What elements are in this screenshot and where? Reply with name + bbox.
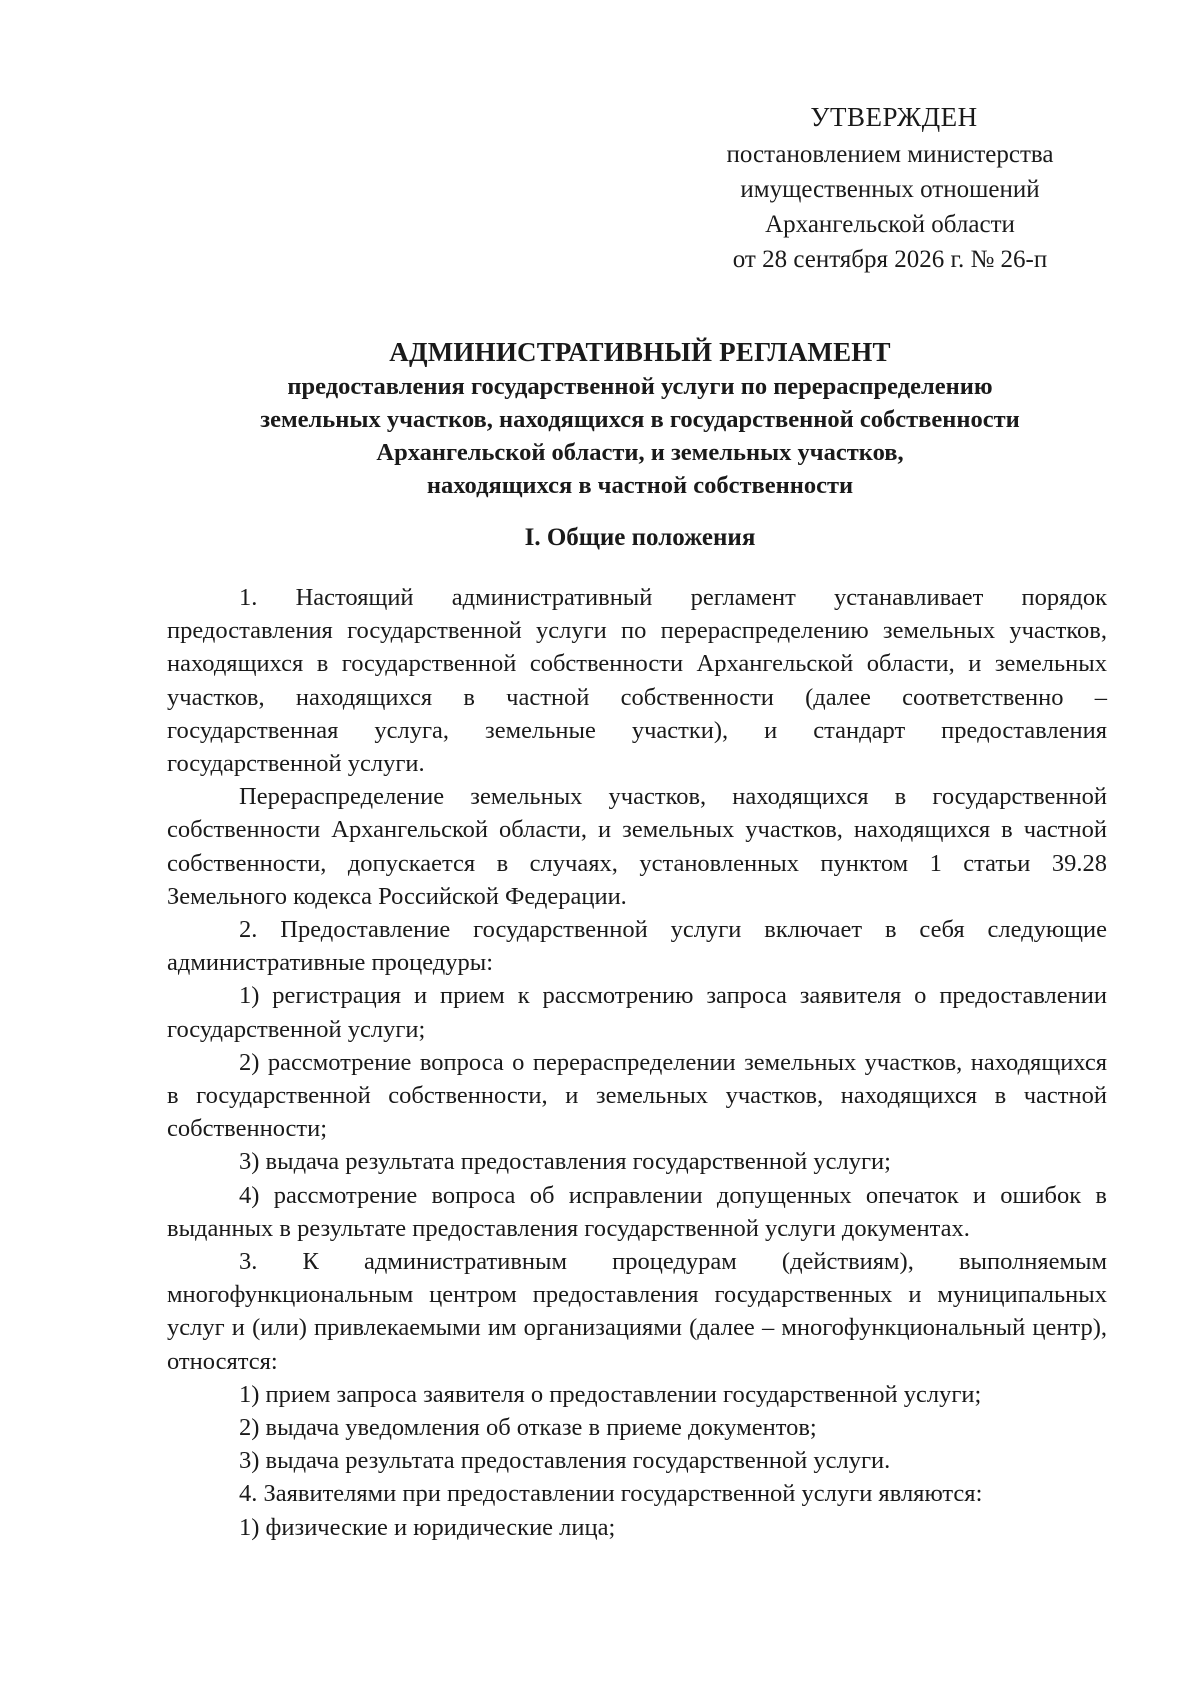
document-body — [167, 581, 1107, 1544]
list-item: 1) физические и юридические лица; — [239, 1513, 616, 1541]
document-subtitle-line: земельных участков, находящихся в государственной собственности — [260, 406, 1020, 433]
document-title: АДМИНИСТРАТИВНЫЙ РЕГЛАМЕНТ — [389, 337, 891, 367]
paragraph: 1. Настоящий административный регламент устанавливает порядок предоставления государственной услуги по перераспределению земельных участков, находящихся в государственной собственности Архангельской области, и земельных участков, находящихся в частной собственности (далее соответственно – государственная услуга, земельные участки), и стандарт предоставления государственной услуги. — [167, 584, 1107, 778]
approval-block — [690, 100, 1090, 277]
approval-title: УТВЕРЖДЕН — [810, 102, 978, 132]
list-item: 1) прием запроса заявителя о предоставлении государственной услуги; — [239, 1380, 982, 1408]
approval-line: Архангельской области — [765, 211, 1015, 238]
document-subtitle-line: Архангельской области, и земельных участков, — [376, 439, 904, 466]
paragraph: 4. Заявителями при предоставлении государственной услуги являются: — [239, 1480, 983, 1508]
list-item: 3) выдача результата предоставления государственной услуги. — [239, 1447, 891, 1475]
list-item: 2) выдача уведомления об отказе в приеме документов; — [239, 1414, 817, 1442]
paragraph: 3. К административным процедурам (действиям), выполняемым многофункциональным центром предоставления государственных и муниципальных услуг и (или) привлекаемыми им организациями (далее – многофункциональный центр), относятся: — [167, 1248, 1107, 1375]
paragraph: 2. Предоставление государственной услуги включает в себя следующие административные процедуры: — [167, 916, 1107, 977]
document-subtitle-line: предоставления государственной услуги по перераспределению — [287, 373, 993, 400]
section-heading: I. Общие положения — [524, 524, 756, 551]
list-item: 2) рассмотрение вопроса о перераспределении земельных участков, находящихся в государственной собственности, и земельных участков, находящихся в частной собственности; — [167, 1048, 1107, 1143]
list-item: 4) рассмотрение вопроса об исправлении допущенных опечаток и ошибок в выданных в результате предоставления государственной услуги документах. — [167, 1181, 1107, 1242]
list-item: 1) регистрация и прием к рассмотрению запроса заявителя о предоставлении государственной услуги; — [167, 982, 1107, 1043]
paragraph: Перераспределение земельных участков, находящихся в государственной собственности Архангельской области, и земельных участков, находящихся в частной собственности, допускается в случаях, установленных пунктом 1 статьи 39.28 Земельного кодекса Российской Федерации. — [167, 783, 1107, 910]
approval-line: постановлением министерства — [726, 141, 1054, 168]
list-item: 3) выдача результата предоставления государственной услуги; — [239, 1148, 891, 1176]
document-title-block — [160, 334, 1120, 502]
document-subtitle-line: находящихся в частной собственности — [426, 472, 854, 499]
approval-date-line: от 28 сентября 2026 г. № 26-п — [732, 246, 1048, 273]
approval-line: имущественных отношений — [740, 176, 1040, 203]
